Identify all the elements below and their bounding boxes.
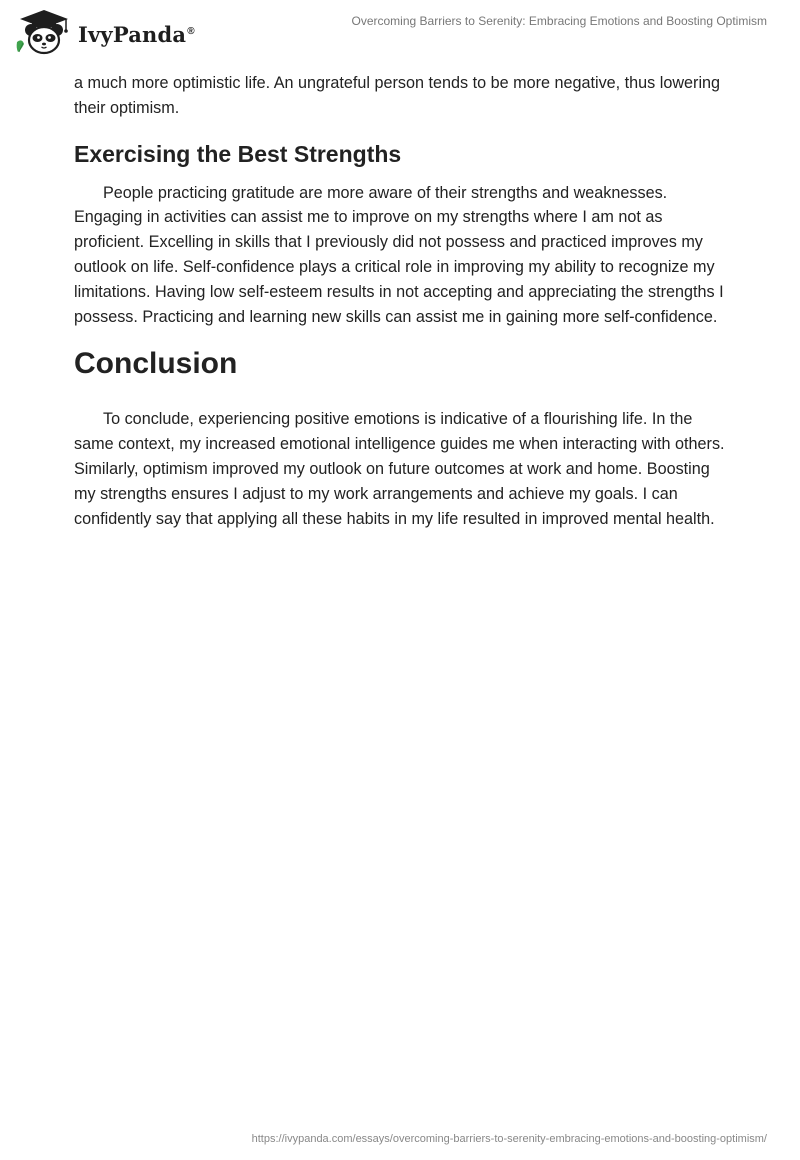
essay-title-header: Overcoming Barriers to Serenity: Embracing Emotions and Boosting Optimism — [351, 14, 767, 28]
intro-paragraph: a much more optimistic life. An ungrateful person tends to be more negative, thus lowering their optimism. — [74, 74, 721, 117]
strengths-heading: Exercising the Best Strengths — [74, 140, 402, 167]
conclusion-paragraph: To conclude, experiencing positive emotions is indicative of a flourishing life. In the same context, my increased emotional intelligence guides me when interacting with others. Similarly, optimism improved my outlook on future outcomes at work and home. Boosting my strengths ensures I adjust to my work arrangements and achieve my goals. I can confidently say that applying all these habits in my life resulted in improved mental health. — [74, 410, 725, 528]
logo-wordmark: IvyPanda® — [78, 21, 195, 47]
registered-mark: ® — [187, 25, 195, 37]
strengths-paragraph: People practicing gratitude are more aware of their strengths and weaknesses. Engaging in activities can assist me to improve on my strengths where I am not as proficient. Excelling in skills that I previously did not possess and practiced improves my outlook on life. Self-confidence plays a critical role in improving my ability to recognize my limitations. Having low self-esteem results in not accepting and appreciating the strengths I possess. Practicing and learning new skills can assist me in gaining more self-confidence. — [74, 183, 724, 326]
essay-body — [74, 71, 734, 531]
ivypanda-logo[interactable] — [14, 8, 195, 56]
source-url-link[interactable]: https://ivypanda.com/essays/overcoming-barriers-to-serenity-embracing-emotions-and-boosting-optimism/ — [251, 1133, 767, 1145]
conclusion-heading: Conclusion — [74, 347, 238, 381]
panda-logo-icon — [14, 8, 74, 56]
page-header — [0, 0, 800, 60]
